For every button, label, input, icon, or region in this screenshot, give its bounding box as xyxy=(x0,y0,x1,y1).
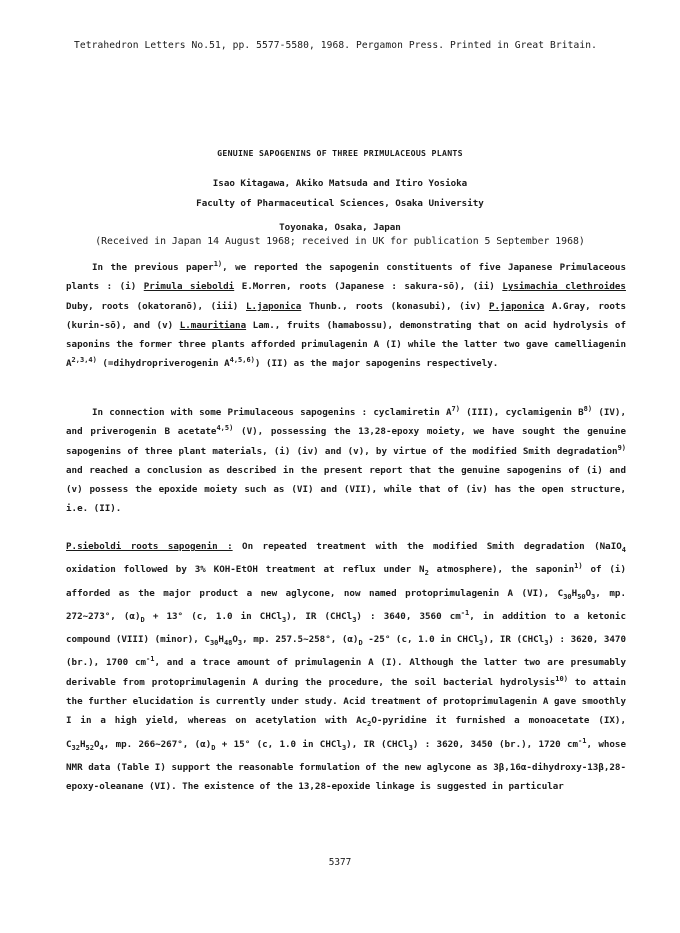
text: On repeated treatment with the modified Smith degradation (NaIO xyxy=(232,541,622,552)
reference-marker: 7) xyxy=(451,404,460,413)
subscript: 2 xyxy=(424,569,429,578)
affiliation: Faculty of Pharmaceutical Sciences, Osaka University xyxy=(196,198,484,209)
subscript: 3 xyxy=(408,743,413,752)
reference-marker: 2,3,4) xyxy=(71,356,97,365)
text: , in addition to a ketonic compound (VIII) (minor), C xyxy=(66,610,626,646)
subscript: 30 xyxy=(209,639,219,648)
species-name: Primula sieboldi xyxy=(143,281,235,293)
location: Toyonaka, Osaka, Japan xyxy=(279,222,401,233)
subscript: 3 xyxy=(591,592,596,601)
subscript: 4 xyxy=(99,743,104,752)
species-name: Lysimachia clethroides xyxy=(502,281,626,293)
text: , mp. 266~267°, (α) xyxy=(103,738,212,750)
text: ) : 3640, 3560 cm xyxy=(356,610,461,622)
text: , whose NMR data (Table I) support the reasonable formulation of the new aglycone as 3β,16α-dihydroxy-13β,28-epoxy-oleanane (VI). The existence of the 13,28-epoxide linkage is suggested in particular xyxy=(66,738,626,793)
text: O xyxy=(585,587,592,599)
text: O xyxy=(232,634,238,646)
text: (=dihydropriverogenin A xyxy=(96,358,230,370)
subscript: D xyxy=(211,743,216,752)
subscript: 3 xyxy=(341,743,347,752)
reference-marker: 4,5,6) xyxy=(229,356,255,365)
subscript: 3 xyxy=(281,615,287,624)
text: + 13° (c, 1.0 in CHCl xyxy=(144,610,282,622)
reference-marker: 8) xyxy=(583,404,593,413)
text: ), IR (CHCl xyxy=(286,610,353,622)
text: , mp. 272~273°, (α) xyxy=(66,587,626,622)
text: ) (II) as the major sapogenins respectively. xyxy=(254,358,499,370)
text: H xyxy=(79,738,86,750)
reference-marker: 1) xyxy=(574,562,583,571)
text: Lam., fruits (hamabossu), demonstrating that on acid hydrolysis of saponins the former three plants afforded primulagenin A (I) while the latter two gave camelliagenin A xyxy=(66,319,626,370)
page-number: 5377 xyxy=(328,857,352,868)
reference-marker: 10) xyxy=(555,674,568,683)
authors: Isao Kitagawa, Akiko Matsuda and Itiro Yosioka xyxy=(212,178,468,189)
reference-marker: 1) xyxy=(213,259,223,268)
text: + 15° (c, 1.0 in CHCl xyxy=(215,738,342,750)
text: (IV), and priverogenin B acetate xyxy=(66,407,626,438)
subscript: 52 xyxy=(85,743,94,752)
text: ), IR (CHCl xyxy=(483,634,545,646)
text: , we reported the sapogenin constituents of five Japanese Primulaceous plants : (i) xyxy=(66,262,626,293)
text: E.Morren, roots (Japanese : sakura-sō), (ii) xyxy=(234,281,503,293)
text: , and a trace amount of primulagenin A (I). Although the latter two are presumably derivable from protoprimulagenin A during the procedure, the soil bacterial hydrolysis xyxy=(66,657,626,688)
text: to attain the further elucidation is currently under study. Acid treatment of protoprimulagenin A gave smoothly I in a high yield, whereas on acetylation with Ac xyxy=(66,676,626,727)
superscript: -1 xyxy=(460,608,470,617)
text: ) : 3620, 3450 (br.), 1720 cm xyxy=(412,738,579,750)
paragraph-3 xyxy=(66,537,626,797)
species-name: L.mauritiana xyxy=(179,319,247,331)
species-name: P.japonica xyxy=(488,300,545,312)
text: H xyxy=(571,587,578,599)
text: Duby, roots (okatoranō), (iii) xyxy=(66,300,246,312)
species-name: L.japonica xyxy=(245,300,302,312)
subscript: 48 xyxy=(223,639,233,648)
subscript: 4 xyxy=(621,546,626,554)
text: atmosphere), the saponin xyxy=(428,564,575,576)
subscript: 3 xyxy=(479,639,484,648)
text: ) : 3620, 3470 (br.), 1700 cm xyxy=(66,634,626,669)
text: O xyxy=(93,738,100,750)
superscript: -1 xyxy=(146,655,155,664)
text: oxidation followed by 3% KOH-EtOH treatment at reflux under N xyxy=(66,564,425,576)
text: In connection with some Primulaceous sapogenins : cyclamiretin A xyxy=(92,407,452,418)
subscript: 2 xyxy=(367,720,372,729)
subscript: 32 xyxy=(71,743,80,752)
subscript: D xyxy=(140,615,145,624)
text: , mp. 257.5~258°, (α) xyxy=(242,634,359,646)
text: of (i) afforded as the major product a new aglycone, now named protoprimulagenin A (VI), C xyxy=(66,564,626,599)
text: and reached a conclusion as described in the present report that the genuine sapogenins of (i) and (v) possess the epoxide moiety such as (VI) and (VII), while that of (iv) has the open structure, i.e. (II). xyxy=(66,464,626,515)
reference-marker: 4,5) xyxy=(216,424,234,433)
text: O-pyridine it furnished a monoacetate (IX), C xyxy=(66,715,626,750)
subscript: D xyxy=(358,639,363,648)
received-dates: (Received in Japan 14 August 1968; received in UK for publication 5 September 1968) xyxy=(95,236,585,247)
subscript: 3 xyxy=(352,615,357,624)
text: (V), possessing the 13,28-epoxy moiety, we have sought the genuine sapogenins of three plant materials, (i) (iv) and (v), by virtue of the modified Smith degradation xyxy=(66,426,626,457)
text: ), IR (CHCl xyxy=(346,738,409,750)
superscript: -1 xyxy=(578,736,587,745)
paragraph-1 xyxy=(66,258,626,374)
text: In the previous paper xyxy=(92,262,214,273)
text: A.Gray, roots (kurin-sō), and (v) xyxy=(66,300,626,331)
text: Thunb., roots (konasubi), (iv) xyxy=(301,300,489,312)
reference-marker: 9) xyxy=(617,443,626,452)
paragraph-2 xyxy=(66,403,626,519)
text: H xyxy=(218,634,224,646)
subscript: 50 xyxy=(577,592,586,601)
subscript: 3 xyxy=(544,639,549,648)
journal-citation: Tetrahedron Letters No.51, pp. 5577-5580, 1968. Pergamon Press. Printed in Great Britain. xyxy=(74,40,597,51)
subscript: 30 xyxy=(563,592,572,601)
article-title: GENUINE SAPOGENINS OF THREE PRIMULACEOUS PLANTS xyxy=(217,148,463,158)
section-heading: P.sieboldi roots sapogenin : xyxy=(66,541,233,552)
subscript: 3 xyxy=(237,639,243,648)
text: (III), cyclamigenin B xyxy=(459,407,584,418)
text: -25° (c, 1.0 in CHCl xyxy=(362,634,480,646)
